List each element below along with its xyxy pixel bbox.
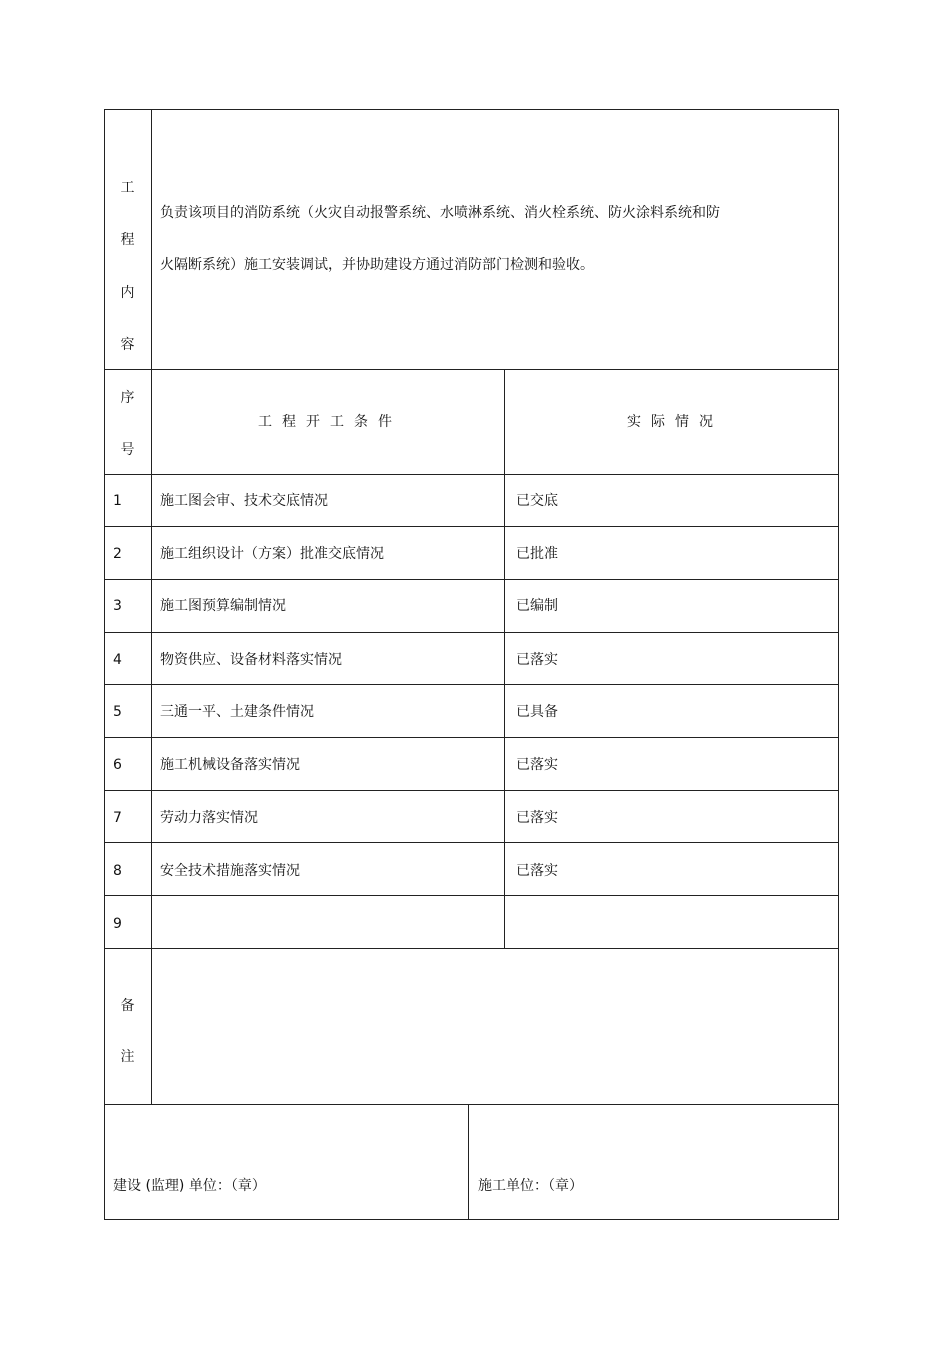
column-divider (468, 1104, 469, 1220)
row-condition: 安全技术措施落实情况 (160, 863, 300, 879)
column-divider (504, 369, 505, 948)
row-condition: 劳动力落实情况 (160, 810, 258, 826)
row-number: 7 (113, 810, 122, 826)
row-number: 2 (113, 546, 122, 562)
row-condition: 施工机械设备落实情况 (160, 757, 300, 773)
row-divider (104, 842, 839, 843)
row-number: 4 (113, 652, 122, 668)
row-divider (104, 474, 839, 475)
row-condition: 施工图预算编制情况 (160, 598, 286, 614)
condition-header: 工程开工条件 (258, 414, 402, 430)
row-divider (104, 526, 839, 527)
row-status: 已落实 (516, 810, 558, 826)
row-divider (104, 369, 839, 370)
row-condition: 施工图会审、技术交底情况 (160, 493, 328, 509)
row-divider (104, 737, 839, 738)
row-condition: 施工组织设计（方案）批准交底情况 (160, 546, 384, 562)
row-divider (104, 684, 839, 685)
row-divider (104, 632, 839, 633)
row-status: 已交底 (516, 493, 558, 509)
content-text-line: 负责该项目的消防系统（火灾自动报警系统、水喷淋系统、消火栓系统、防火涂料系统和防 (160, 205, 720, 221)
row-number: 6 (113, 757, 122, 773)
content-text-line: 火隔断系统）施工安装调试，并协助建设方通过消防部门检测和验收。 (160, 257, 594, 273)
row-status: 已落实 (516, 757, 558, 773)
row-divider (104, 579, 839, 580)
row-number: 5 (113, 704, 122, 720)
row-condition: 三通一平、土建条件情况 (160, 704, 314, 720)
row-condition: 物资供应、设备材料落实情况 (160, 652, 342, 668)
row-divider (104, 895, 839, 896)
row-number: 9 (113, 916, 122, 932)
row-divider (104, 790, 839, 791)
remark-area (152, 949, 838, 1104)
row-divider (104, 1104, 839, 1105)
row-status: 已批准 (516, 546, 558, 562)
row-status: 已具备 (516, 704, 558, 720)
builder-signature-label: 建设 (监理) 单位：（章） (113, 1178, 266, 1194)
row-number: 1 (113, 493, 122, 509)
row-number: 8 (113, 863, 122, 879)
contractor-signature-label: 施工单位：（章） (478, 1178, 583, 1194)
row-number: 3 (113, 598, 122, 614)
status-header: 实际情况 (627, 414, 723, 430)
row-status: 已落实 (516, 652, 558, 668)
row-status: 已落实 (516, 863, 558, 879)
row-status: 已编制 (516, 598, 558, 614)
